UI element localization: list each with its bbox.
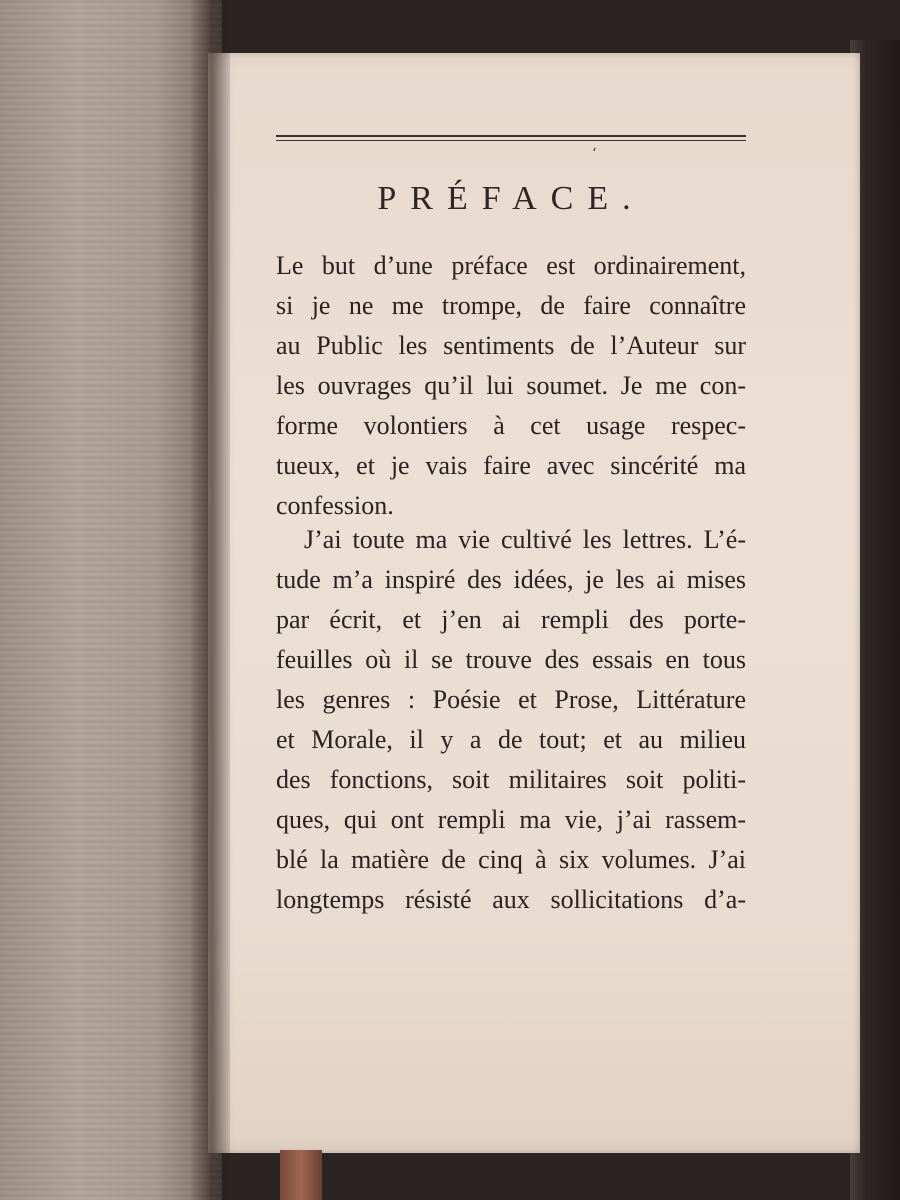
text-line: blé la matière de cinq à six volumes. J’ai — [276, 845, 746, 874]
header-rule-thin — [276, 140, 746, 141]
text-line: les ouvrages qu’il lui soumet. Je me con- — [276, 371, 746, 400]
drop-word: Le — [276, 251, 304, 280]
text-line: si je ne me trompe, de faire connaître — [276, 291, 746, 320]
text-line: confession. — [276, 491, 394, 520]
text-line: ques, qui ont rempli ma vie, j’ai rassem- — [276, 805, 746, 834]
text-line: au Public les sentiments de l’Auteur sur — [276, 331, 746, 360]
text-line: par écrit, et j’en ai rempli des porte- — [276, 605, 746, 634]
text-line: feuilles où il se trouve des essais en tous — [276, 645, 746, 674]
facing-page — [0, 0, 222, 1200]
text-line: les genres : Poésie et Prose, Littérature — [276, 685, 746, 714]
stray-ink-mark: ʻ — [592, 146, 597, 162]
ribbon-bookmark — [280, 1150, 322, 1200]
text-line: Le but d’une préface est ordinairement, — [276, 251, 746, 280]
paragraph-2 — [276, 520, 746, 920]
paragraph-1 — [276, 246, 746, 526]
text-line: et Morale, il y a de tout; et au milieu — [276, 725, 746, 754]
header-rule-thick — [276, 135, 746, 137]
text-line: longtemps résisté aux sollicitations d’a- — [276, 885, 746, 914]
text-line: tueux, et je vais faire avec sincérité ma — [276, 451, 746, 480]
text-line: tude m’a inspiré des idées, je les ai mises — [276, 565, 746, 594]
page-title: PRÉFACE. — [377, 180, 645, 217]
text-line: J’ai toute ma vie cultivé les lettres. L’é- — [304, 525, 746, 554]
text-line: forme volontiers à cet usage respec- — [276, 411, 746, 440]
text-line: des fonctions, soit militaires soit politi- — [276, 765, 746, 794]
gutter-shadow — [190, 0, 230, 1200]
